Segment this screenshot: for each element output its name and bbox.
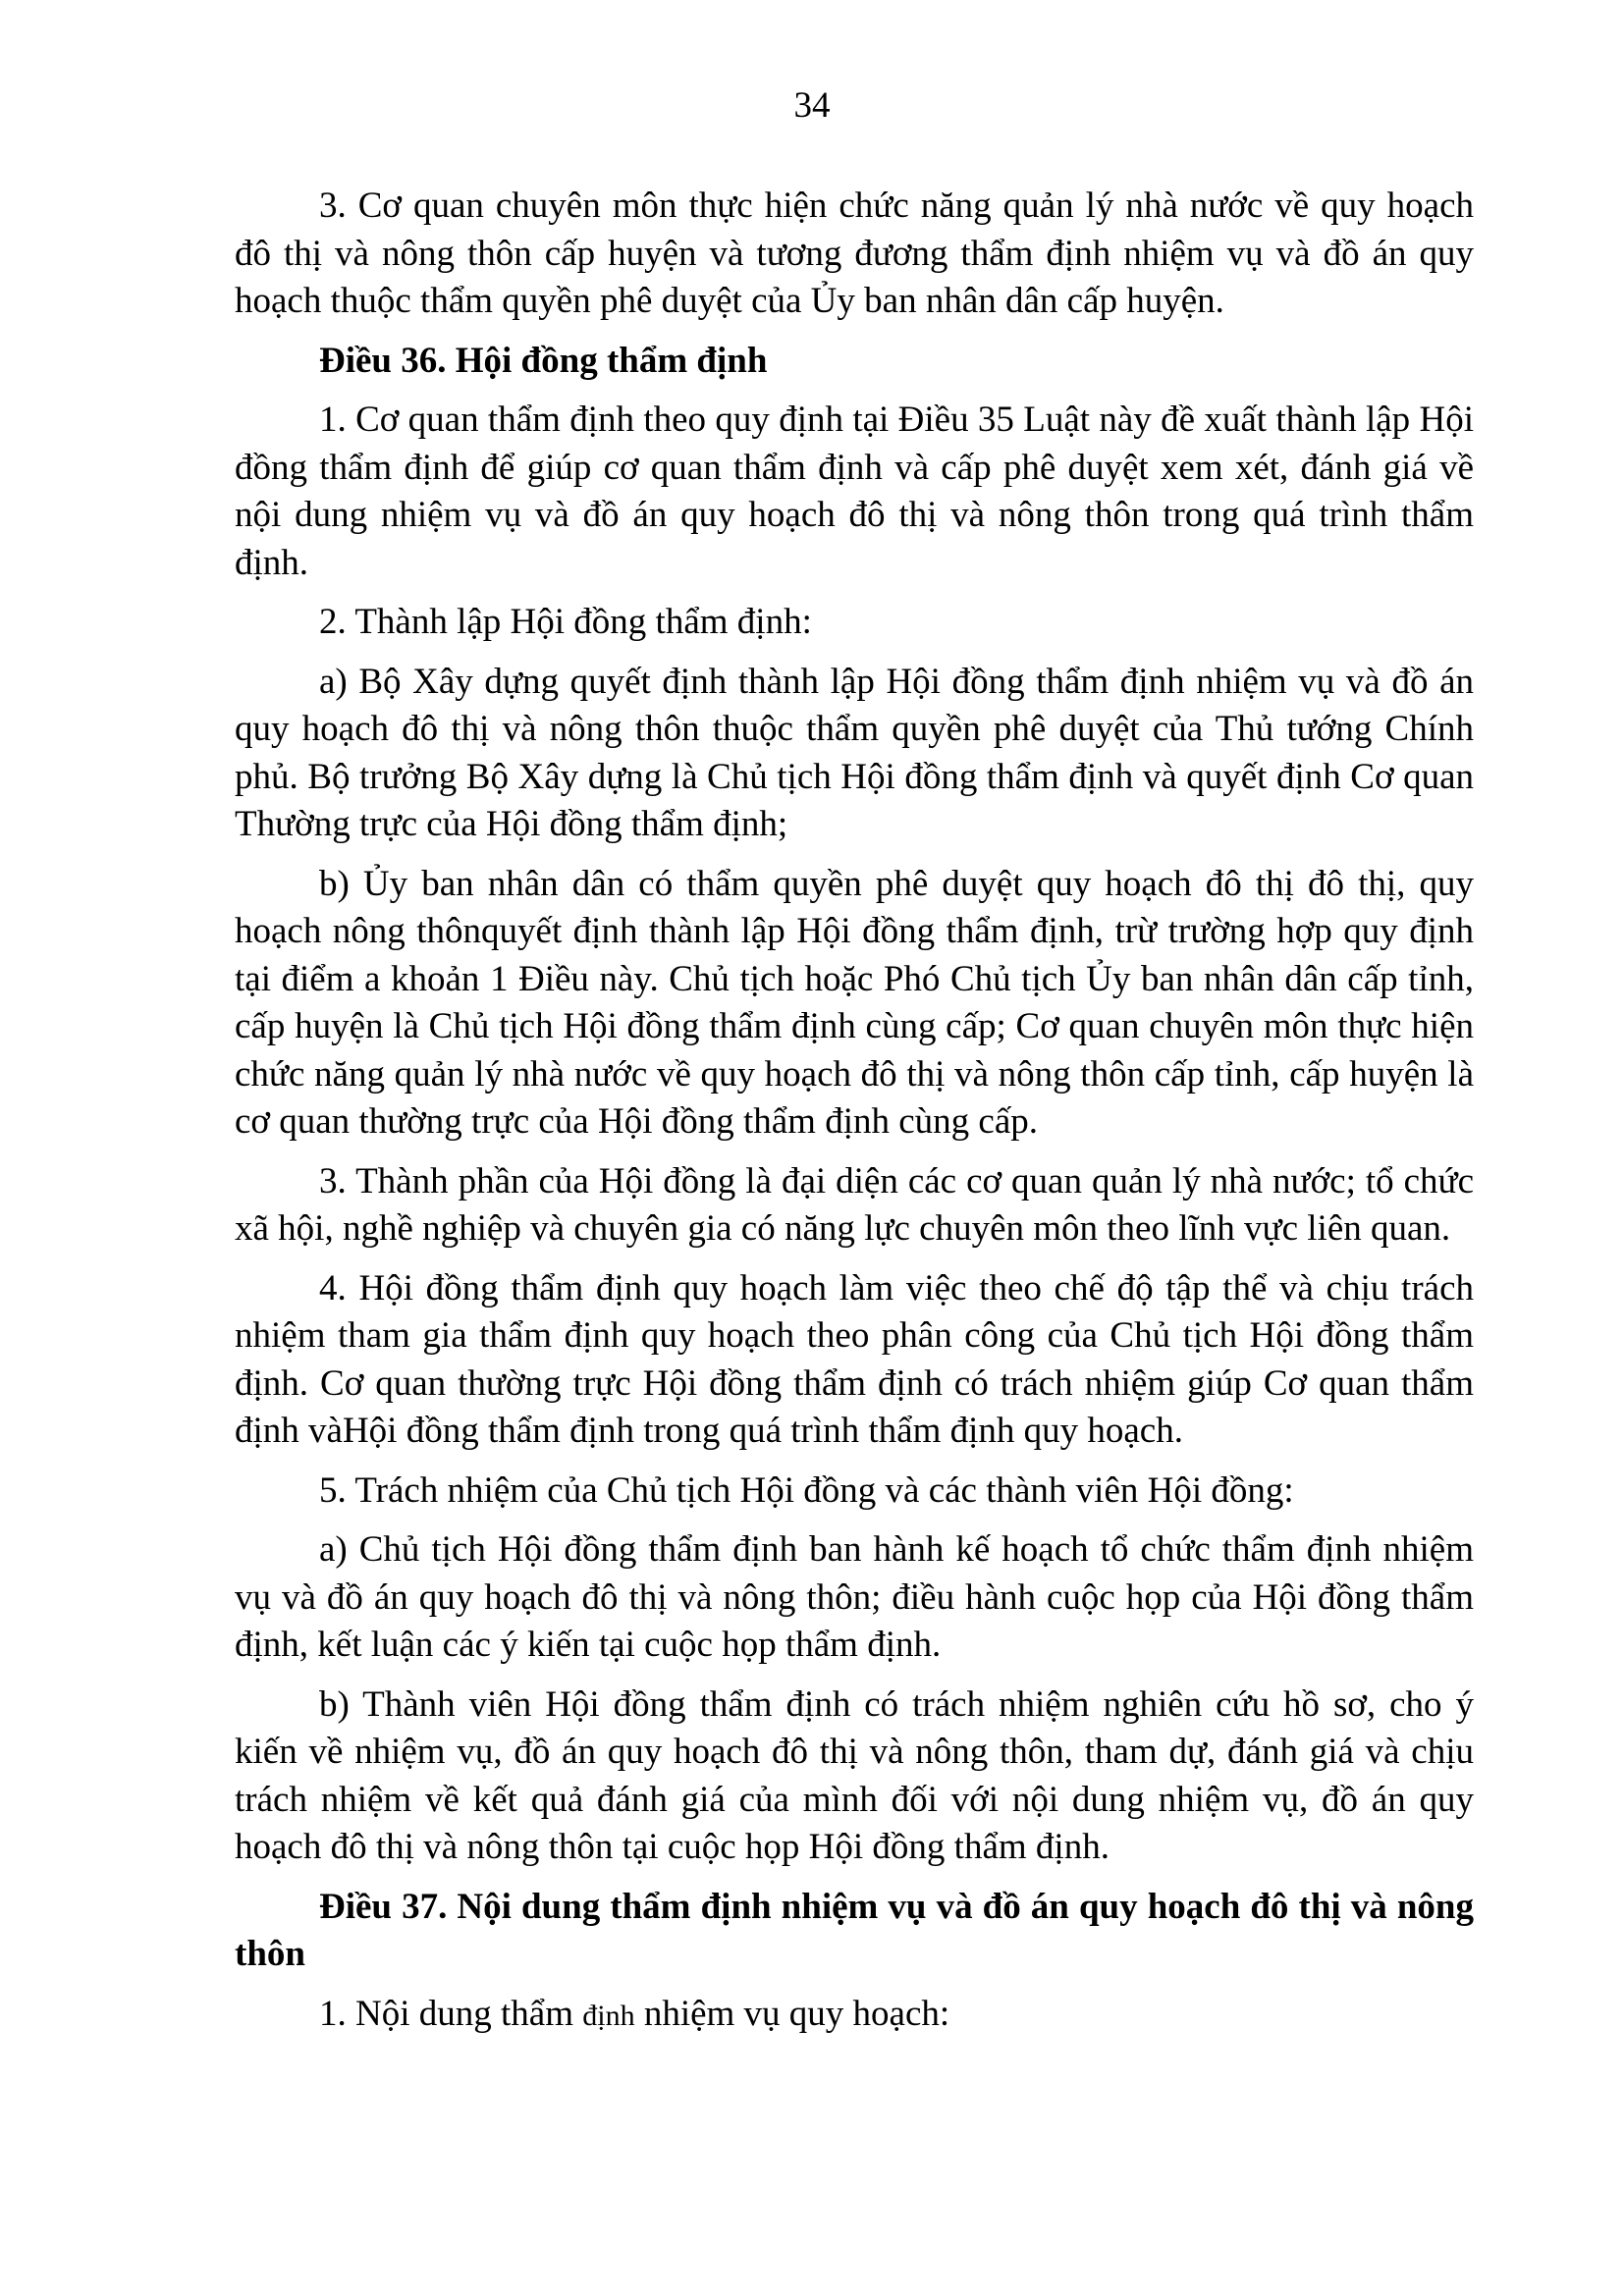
article-37-clause-1-end: nhiệm vụ quy hoạch: (634, 1993, 950, 2034)
article-37-heading: Điều 37. Nội dung thẩm định nhiệm vụ và đồ án quy hoạch đô thị và nông thôn (235, 1886, 1474, 1974)
article-37-clause-1 (235, 1991, 1474, 2041)
article-37-clause-1-start: 1. Nội dung thẩm (319, 1993, 583, 2034)
article-36-heading: Điều 36. Hội đồng thẩm định (319, 340, 768, 381)
article-36-clause-2: 2. Thành lập Hội đồng thẩm định: (319, 602, 812, 642)
article-36-clause-1: 1. Cơ quan thẩm định theo quy định tại Điều 35 Luật này đề xuất thành lập Hội đồng thẩm định để giúp cơ quan thẩm định và cấp phê duyệt xem xét, đánh giá về nội dung nhiệm vụ và đồ án quy hoạch đô thị và nông thôn trong quá trình thẩm định. (235, 400, 1474, 583)
article-36-clause-2a: a) Bộ Xây dựng quyết định thành lập Hội đồng thẩm định nhiệm vụ và đồ án quy hoạch đô thị và nông thôn thuộc thẩm quyền phê duyệt của Thủ tướng Chính phủ. Bộ trưởng Bộ Xây dựng là Chủ tịch Hội đồng thẩm định và quyết định Cơ quan Thường trực của Hội đồng thẩm định; (235, 661, 1474, 844)
article-36-clause-4: 4. Hội đồng thẩm định quy hoạch làm việc theo chế độ tập thể và chịu trách nhiệm tham gia thẩm định quy hoạch theo phân công của Chủ tịch Hội đồng thẩm định. Cơ quan thường trực Hội đồng thẩm định có trách nhiệm giúp Cơ quan thẩm định vàHội đồng thẩm định trong quá trình thẩm định quy hoạch. (235, 1267, 1474, 1451)
clause-3-agency: 3. Cơ quan chuyên môn thực hiện chức năng quản lý nhà nước về quy hoạch đô thị và nông thôn cấp huyện và tương đương thẩm định nhiệm vụ và đồ án quy hoạch thuộc thẩm quyền phê duyệt của Ủy ban nhân dân cấp huyện. (235, 186, 1474, 321)
article-36-clause-5a: a) Chủ tịch Hội đồng thẩm định ban hành kế hoạch tổ chức thẩm định nhiệm vụ và đồ án quy hoạch đô thị và nông thôn; điều hành cuộc họp của Hội đồng thẩm định, kết luận các ý kiến tại cuộc họp thẩm định. (235, 1529, 1474, 1665)
article-36-clause-3: 3. Thành phần của Hội đồng là đại diện các cơ quan quản lý nhà nước; tổ chức xã hội, nghề nghiệp và chuyên gia có năng lực chuyên môn theo lĩnh vực liên quan. (235, 1160, 1474, 1249)
page-number: 34 (793, 85, 831, 126)
article-36-clause-2b: b) Ủy ban nhân dân có thẩm quyền phê duyệt quy hoạch đô thị đô thị, quy hoạch nông thônquyết định thành lập Hội đồng thẩm định, trừ trường hợp quy định tại điểm a khoản 1 Điều này. Chủ tịch hoặc Phó Chủ tịch Ủy ban nhân dân cấp tỉnh, cấp huyện là Chủ tịch Hội đồng thẩm định cùng cấp; Cơ quan chuyên môn thực hiện chức năng quản lý nhà nước về quy hoạch đô thị và nông thôn cấp tỉnh, cấp huyện là cơ quan thường trực của Hội đồng thẩm định cùng cấp. (235, 863, 1474, 1142)
document-body (235, 183, 1474, 2052)
article-36-clause-5b: b) Thành viên Hội đồng thẩm định có trách nhiệm nghiên cứu hồ sơ, cho ý kiến về nhiệm vụ, đồ án quy hoạch đô thị và nông thôn, tham dự, đánh giá và chịu trách nhiệm về kết quả đánh giá của mình đối với nội dung nhiệm vụ, đồ án quy hoạch đô thị và nông thôn tại cuộc họp Hội đồng thẩm định. (235, 1683, 1474, 1867)
article-37-clause-1-small-word: định (582, 1999, 635, 2032)
article-36-clause-5: 5. Trách nhiệm của Chủ tịch Hội đồng và các thành viên Hội đồng: (319, 1469, 1294, 1511)
